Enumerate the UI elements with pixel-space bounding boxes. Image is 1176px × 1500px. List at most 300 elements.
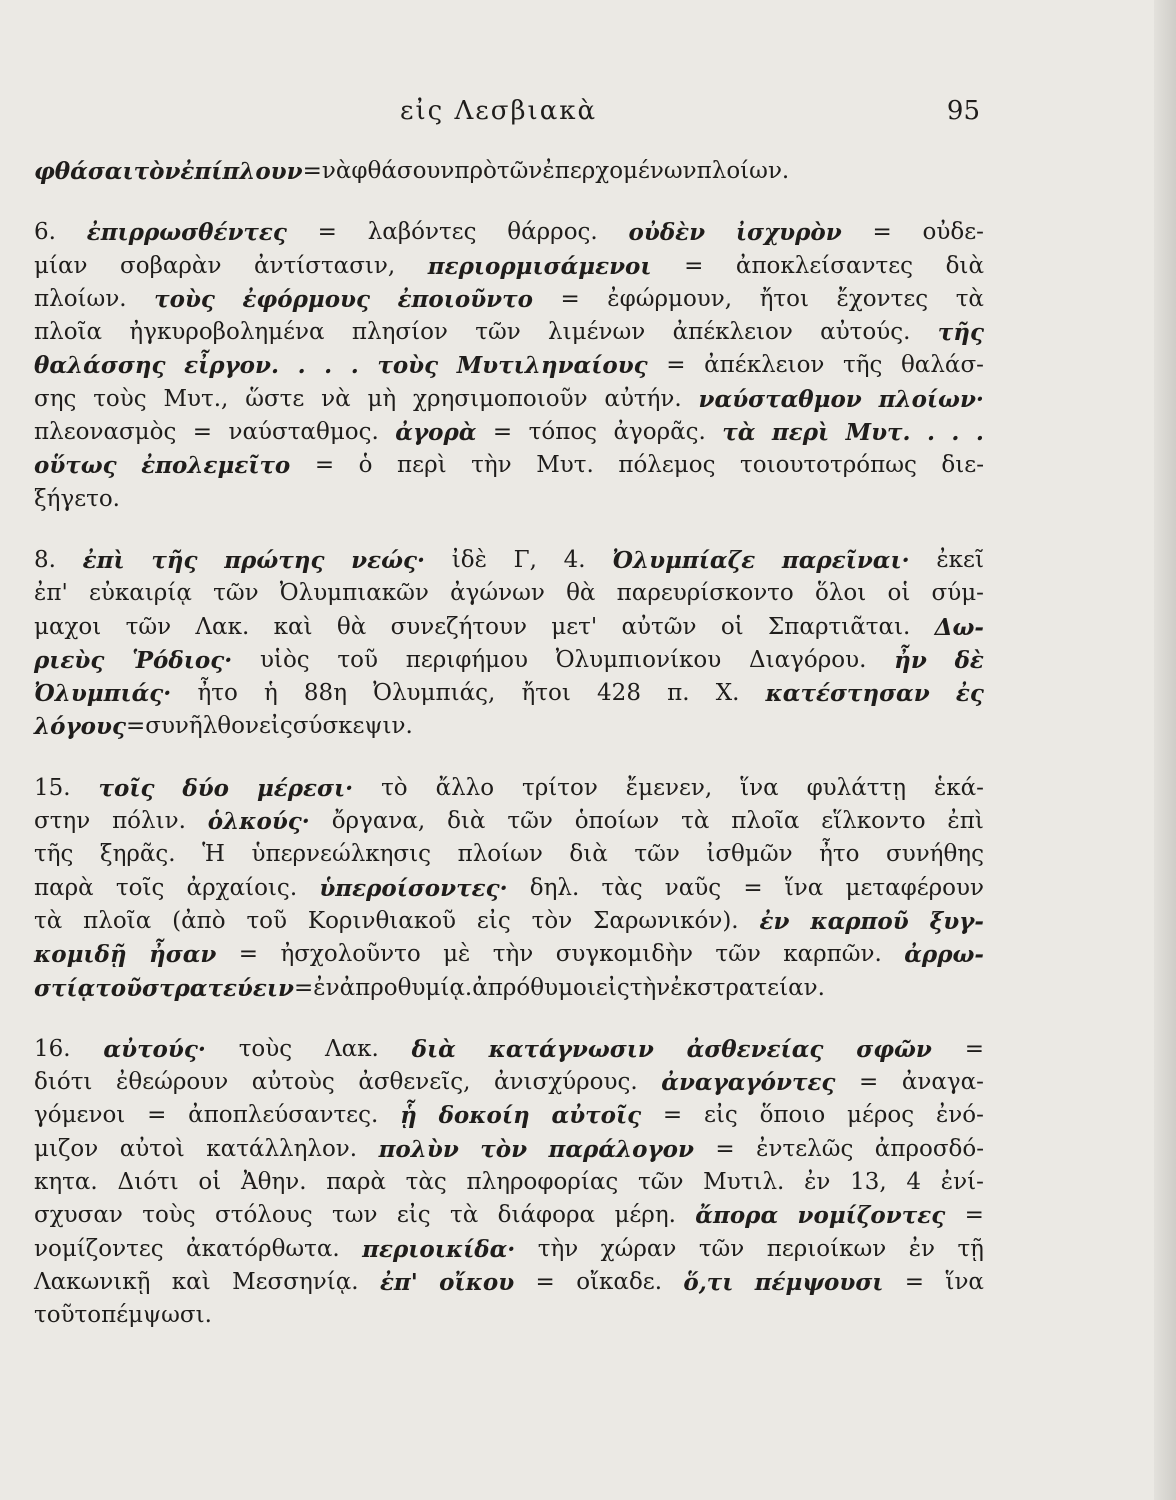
lemma-word: ριεὺς	[34, 646, 105, 674]
lemma-word: ξυγ-	[929, 907, 984, 935]
gloss-word: θὰ	[336, 613, 367, 640]
gloss-word: ἐνό-	[935, 1102, 984, 1129]
gloss-word: τὸν	[531, 907, 573, 934]
gloss-word: ἀντίστασιν,	[254, 252, 396, 279]
gloss-word: ξηρᾶς.	[99, 841, 176, 868]
gloss-word: νὰ	[321, 158, 352, 184]
text-line	[34, 1099, 984, 1132]
gloss-word: Μυτιλ.	[703, 1169, 785, 1196]
gloss-word: =	[715, 1135, 735, 1162]
lemma-word: περὶ	[771, 419, 830, 447]
gloss-word: διάφορα	[497, 1202, 596, 1229]
gloss-word: πλεονασμὸς	[34, 419, 177, 446]
gloss-word: Διότι	[117, 1169, 179, 1196]
gloss-word: Σαρωνικόν).	[593, 907, 739, 934]
gloss-word: (ἀπὸ	[172, 907, 226, 934]
lemma-word: Μυτ.	[845, 419, 911, 447]
gloss-word: εἰς	[258, 713, 293, 740]
gloss-word: παρὰ	[326, 1169, 386, 1196]
gloss-word: συγκομιδὴν	[555, 941, 693, 968]
lemma-word: τοῦ	[95, 974, 143, 1002]
lemma-word: τῆς	[937, 319, 984, 347]
gloss-word: λαβόντες	[367, 219, 477, 246]
gloss-word: τοῦ	[337, 646, 378, 673]
gloss-word: μέρη.	[614, 1202, 676, 1229]
lemma-word: .	[926, 419, 935, 447]
lemma-word: τοῖς	[98, 774, 155, 802]
gloss-word: πόλιν.	[112, 808, 186, 835]
text-line	[34, 1233, 984, 1266]
gloss-word: διε-	[941, 452, 984, 479]
gloss-word: μαχοι	[34, 613, 102, 640]
lemma-word: μέρεσι·	[256, 774, 354, 802]
lemma-word: τὰ	[722, 419, 756, 447]
gloss-word: ἠγκυροβολημένα	[129, 319, 325, 346]
lemma-word: ᾗ	[400, 1102, 417, 1130]
paragraph-gap	[34, 188, 984, 216]
lemma-word: φθάσαι	[34, 158, 134, 185]
lemma-word: ἐπολεμεῖτο	[141, 452, 291, 480]
gloss-word: ἀποπλεύσαντες.	[188, 1102, 379, 1129]
gloss-word: ἐκστρατείαν.	[670, 974, 825, 1001]
text-line	[34, 383, 984, 416]
gloss-word: περιφήμου	[405, 646, 528, 673]
gloss-word: Σπαρτιᾶται.	[768, 613, 911, 640]
gloss-word: πλησίον	[351, 319, 448, 346]
gloss-word: μὴ	[367, 385, 397, 412]
gloss-word: ναύσταθμος.	[228, 419, 379, 446]
gloss-word: ἔχοντες	[836, 285, 929, 312]
gloss-word: ἀποκλείσαντες	[735, 252, 914, 279]
text-line	[34, 349, 984, 382]
lemma-word: αὐτούς·	[103, 1035, 206, 1063]
text-line	[34, 1266, 984, 1299]
gloss-word: =	[743, 874, 763, 901]
gloss-word: αὐτοὺς	[251, 1069, 335, 1096]
gloss-word: =	[302, 158, 322, 184]
gloss-word: υἱὸς	[259, 646, 310, 673]
gloss-word: αὐτήν.	[604, 385, 682, 412]
gloss-word: σης	[34, 385, 77, 412]
gloss-word: παρευρίσκοντο	[616, 580, 794, 607]
gloss-word: τῶν	[496, 158, 543, 184]
gloss-word: τὰ	[34, 907, 63, 934]
gloss-word: 4.	[563, 546, 586, 573]
gloss-word: =	[872, 219, 892, 246]
lemma-word: τοὺς	[154, 285, 215, 313]
gloss-word: ἐντελῶς	[756, 1135, 854, 1162]
lemma-word: ἐπὶ	[82, 546, 125, 574]
lemma-word: .	[297, 352, 306, 380]
text-line	[34, 905, 984, 938]
gloss-word: ἀπέκλειον	[672, 319, 793, 346]
gloss-word: συνῆλθον	[145, 713, 259, 740]
gloss-word: διότι	[34, 1069, 93, 1096]
gloss-word: τὰ	[681, 808, 710, 835]
lemma-word: νομίζοντες	[797, 1202, 946, 1230]
lemma-word: πέμψουσι	[754, 1268, 884, 1296]
gloss-word: τοῦτο	[34, 1302, 102, 1329]
lemma-word: ἦσαν	[149, 941, 217, 969]
gloss-word: ἤτοι	[759, 285, 809, 312]
gloss-word: θαλάσ-	[900, 352, 984, 379]
gloss-word: λιμένων	[548, 319, 646, 346]
gloss-word: μεταφέρουν	[845, 874, 984, 901]
gloss-word: τῶν	[475, 319, 521, 346]
gloss-word: ἐπ'	[34, 580, 68, 607]
lemma-word: ἐφόρμους	[242, 285, 371, 313]
gloss-word: ὅποιο	[759, 1102, 826, 1129]
lemma-word: παράλογον	[548, 1135, 694, 1163]
gloss-word: ἰδὲ	[451, 546, 487, 573]
gloss-word: οἱ	[720, 613, 744, 640]
gloss-word: τοῖς	[115, 874, 165, 901]
gloss-word: διὰ	[569, 841, 608, 868]
lemma-word: ἀναγαγόντες	[661, 1069, 836, 1097]
gloss-word: =	[125, 713, 146, 740]
lemma-word: ἐποιοῦντο	[397, 285, 533, 313]
text-line	[34, 611, 984, 644]
gloss-word: δηλ.	[529, 874, 580, 901]
gloss-word: περιοίκων	[766, 1235, 887, 1262]
lemma-word: ἄπορα	[695, 1202, 779, 1230]
lemma-word: πολὺν	[378, 1135, 459, 1163]
paragraph-gap	[34, 744, 984, 772]
gloss-word: ἵνα	[945, 1268, 984, 1295]
gloss-word: =	[238, 941, 259, 968]
text-line	[34, 483, 984, 516]
gloss-word: αὐτῶν	[621, 613, 697, 640]
gloss-word: μετ'	[551, 613, 598, 640]
text-line	[34, 710, 984, 743]
gloss-word: πλοίων.	[696, 158, 790, 184]
gloss-word: μέρος	[847, 1102, 915, 1129]
gloss-word: ἀκατόρθωτα.	[186, 1235, 340, 1262]
gloss-word: ἰσθμῶν	[706, 841, 793, 868]
gloss-word: πλοῖα	[731, 808, 800, 835]
gloss-word: =	[666, 352, 686, 379]
lemma-word: ναύσταθμον	[698, 385, 862, 413]
gloss-word: φθάσουν	[351, 158, 455, 184]
gloss-word: ἄλλο	[435, 774, 495, 801]
gloss-word: ξήγετο.	[34, 485, 120, 512]
gloss-word: εἰς	[476, 907, 511, 934]
paragraph	[34, 1033, 984, 1333]
text-line	[34, 772, 984, 805]
gloss-word: τὸ	[381, 774, 408, 801]
lemma-word: δὲ	[954, 646, 984, 674]
gloss-word: ὥστε	[245, 385, 305, 412]
gloss-word: τῶν	[125, 613, 172, 640]
gloss-word: τῶν	[698, 1235, 745, 1262]
gloss-word: τὴν	[471, 452, 512, 479]
lemma-word: ἐπιρρωσθέντες	[86, 219, 287, 247]
lemma-word: Ῥόδιος·	[132, 646, 233, 674]
text-line	[34, 283, 984, 316]
lemma-word: σφῶν	[856, 1035, 932, 1063]
gloss-word: ἠσχολοῦντο	[280, 941, 421, 968]
gloss-word: γόμενοι	[34, 1102, 126, 1129]
gloss-word: στην	[34, 808, 91, 835]
paragraph	[34, 155, 984, 188]
text-line	[34, 1066, 984, 1099]
gloss-word: στόλους	[215, 1202, 313, 1229]
gloss-word: ἐπὶ	[947, 808, 984, 835]
gloss-word: 15.	[34, 774, 71, 801]
lemma-word: στρατεύειν	[142, 974, 294, 1002]
text-line	[34, 449, 984, 482]
lemma-word: ἐπ'	[379, 1268, 418, 1296]
lemma-word: διὰ	[411, 1035, 456, 1063]
gloss-word: διὰ	[945, 252, 984, 279]
gloss-word: Χ.	[715, 680, 740, 707]
gloss-word: παρὰ	[34, 874, 94, 901]
text-line	[34, 644, 984, 677]
gloss-word: ὄργανα,	[331, 808, 426, 835]
gloss-word: οἱ	[887, 580, 911, 607]
text-line	[34, 938, 984, 971]
gloss-word: τὴν	[537, 1235, 579, 1262]
text-line	[34, 972, 984, 1005]
gloss-word: εἰς	[396, 1202, 431, 1229]
gloss-word: ἑκά-	[933, 774, 984, 801]
text-line	[34, 250, 984, 283]
gloss-word: Λακ.	[195, 613, 250, 640]
gloss-word: =	[904, 1268, 925, 1295]
gloss-word: ἀνισχύρους.	[493, 1069, 638, 1096]
gloss-word: =	[293, 974, 314, 1001]
gloss-word: ἀρχαίοις.	[186, 874, 298, 901]
gloss-word: ἐν	[313, 974, 340, 1001]
gloss-word: νομίζοντες	[34, 1235, 164, 1262]
gloss-word: =	[317, 219, 337, 246]
lemma-word: δοκοίη	[438, 1102, 530, 1130]
gloss-word: ἵνα	[784, 874, 824, 901]
paragraph-gap	[34, 1005, 984, 1033]
gloss-word: 88η	[303, 680, 347, 707]
lemma-word: κατάγνωσιν	[488, 1035, 654, 1063]
gloss-word: Μεσσηνίᾳ.	[232, 1268, 359, 1295]
gloss-word: τοὺς	[93, 385, 147, 412]
text-line	[34, 872, 984, 905]
lemma-word: ἀρρω-	[904, 941, 984, 969]
gloss-word: σύμ-	[931, 580, 984, 607]
gloss-word: ἀγώνων	[450, 580, 545, 607]
gloss-word: τῆς	[34, 841, 74, 868]
gloss-word: 16.	[34, 1035, 71, 1062]
gloss-word: τὰ	[955, 285, 984, 312]
lemma-word: ἐπίπλουν	[180, 158, 303, 185]
gloss-word: ἵνα	[740, 774, 779, 801]
running-head: εἰς Λεσβιακὰ	[400, 96, 598, 126]
lemma-word: Ὀλυμπιάς·	[34, 680, 172, 708]
gloss-word: Μυτ.,	[163, 385, 229, 412]
gloss-word: θάρρος.	[507, 219, 598, 246]
gloss-word: Κορινθιακοῦ	[307, 907, 457, 934]
paragraph	[34, 216, 984, 516]
text-line	[34, 805, 984, 838]
gloss-word: ἔμενεν,	[625, 774, 713, 801]
gloss-word: 8.	[34, 546, 56, 573]
gloss-word: τὰ	[450, 1202, 479, 1229]
gloss-word: =	[859, 1069, 879, 1096]
gloss-word: καρπῶν.	[783, 941, 882, 968]
lemma-word: ἐς	[955, 680, 984, 708]
gloss-word: τῆς	[842, 352, 883, 379]
gloss-word: =	[535, 1268, 555, 1295]
gloss-word: ἀναγα-	[901, 1069, 984, 1096]
gloss-word: Ὀλυμπιακῶν	[279, 580, 429, 607]
gloss-word: αὐτοὶ	[119, 1135, 185, 1162]
gloss-word: ἀπροθυμίᾳ.	[339, 974, 473, 1001]
text-line	[34, 544, 984, 577]
gloss-word: Διαγόρου.	[748, 646, 867, 673]
lemma-word: .	[324, 352, 333, 380]
lemma-word: δύο	[182, 774, 230, 802]
gloss-word: ἀγορᾶς.	[613, 419, 706, 446]
lemma-word: στίᾳ	[34, 974, 96, 1002]
gloss-word: ἐν	[804, 1169, 831, 1196]
lemma-word: πρώτης	[224, 546, 325, 574]
gloss-word: =	[314, 452, 335, 479]
lemma-word: ἰσχυρὸν	[735, 219, 842, 247]
gloss-word: ὁποίων	[574, 808, 660, 835]
lemma-word: θαλάσσης	[34, 352, 166, 380]
gloss-word: τὰς	[405, 1169, 447, 1196]
lemma-word: τοὺς	[377, 352, 439, 380]
page-edge-shadow	[1154, 0, 1176, 1500]
gloss-word: ναῦς	[664, 874, 722, 901]
text-line	[34, 677, 984, 710]
lemma-word: Ὀλυμπίαζε	[612, 546, 756, 574]
gloss-word: τοιουτοτρόπως	[740, 452, 917, 479]
text-line	[34, 1033, 984, 1066]
gloss-word: διὰ	[447, 808, 486, 835]
lemma-word: καρποῦ	[810, 907, 909, 935]
gloss-word: τοὺς	[142, 1202, 196, 1229]
gloss-word: πλοῖα	[83, 907, 152, 934]
gloss-word: =	[492, 419, 513, 446]
gloss-word: τὴν	[629, 974, 671, 1001]
paragraph	[34, 772, 984, 1005]
gloss-word: πέμψωσι.	[101, 1302, 212, 1329]
gloss-word: τῇ	[957, 1235, 984, 1262]
gloss-word: τοὺς	[238, 1035, 293, 1062]
gloss-word: πρὸ	[454, 158, 497, 184]
lemma-word: τὸν	[133, 158, 181, 185]
gloss-word: σύσκεψιν.	[292, 713, 413, 740]
gloss-word: Λακωνικῇ	[34, 1268, 151, 1295]
gloss-word: ἐνί-	[940, 1169, 984, 1196]
gloss-word: τῶν	[634, 841, 680, 868]
lemma-word: .	[975, 419, 984, 447]
gloss-word: σχυσαν	[34, 1202, 123, 1229]
gloss-word: τῶν	[213, 580, 259, 607]
gloss-word: Λακ.	[324, 1035, 379, 1062]
gloss-word: μίαν	[34, 252, 88, 279]
gloss-word: αὐτούς.	[820, 319, 911, 346]
gloss-word: Ἀθην.	[240, 1169, 307, 1196]
gloss-word: 4	[906, 1169, 922, 1196]
gloss-word: συνήθης	[886, 841, 984, 868]
lemma-word: .	[951, 419, 960, 447]
lemma-word: εἶργον.	[184, 352, 279, 380]
gloss-word: π.	[667, 680, 690, 707]
gloss-word: πλοίων.	[34, 285, 127, 312]
gloss-word: ὑπερνεώλκησις	[251, 841, 432, 868]
lemma-word: ἀσθενείας	[686, 1035, 824, 1063]
gloss-word: χώραν	[600, 1235, 677, 1262]
lemma-word: Δω-	[934, 613, 984, 641]
lemma-word: ἦν	[894, 646, 927, 674]
gloss-word: ἀπροσδό-	[874, 1135, 984, 1162]
paragraph	[34, 544, 984, 744]
gloss-word: πληροφορίας	[466, 1169, 619, 1196]
gloss-word: ἀπρόθυμοι	[472, 974, 596, 1001]
gloss-word: τρίτον	[522, 774, 598, 801]
lemma-word: .	[350, 352, 359, 380]
gloss-word: περὶ	[397, 452, 447, 479]
gloss-word: Ὀλυμπιάς,	[373, 680, 496, 707]
gloss-word: τὴν	[492, 941, 534, 968]
text-line	[34, 838, 984, 871]
gloss-word: ἐπερχομένων	[542, 158, 697, 184]
paragraph-gap	[34, 516, 984, 544]
lemma-word: ὅ,τι	[683, 1268, 734, 1296]
lemma-word: πλοίων·	[878, 385, 984, 413]
gloss-word: =	[684, 252, 704, 279]
gloss-word: νὰ	[321, 385, 351, 412]
gloss-word: καὶ	[273, 613, 313, 640]
gloss-word: εὐκαιρίᾳ	[88, 580, 192, 607]
gloss-word: ἡ	[263, 680, 278, 707]
gloss-word: μιζον	[34, 1135, 99, 1162]
gloss-word: Ὀλυμπιονίκου	[555, 646, 722, 673]
gloss-word: ὅλοι	[814, 580, 867, 607]
lemma-word: αὐτοῖς	[551, 1102, 642, 1130]
gloss-word: =	[147, 1102, 167, 1129]
gloss-word: τόπος	[528, 419, 598, 446]
page-number: 95	[946, 96, 980, 126]
gloss-word: τοῦ	[246, 907, 288, 934]
gloss-word: ἐκεῖ	[936, 546, 984, 573]
lemma-word: περιορμισάμενοι	[427, 252, 652, 280]
gloss-word: 6.	[34, 219, 56, 246]
lemma-word: ὑπεροίσοντες·	[319, 874, 508, 902]
lemma-word: οὐδὲν	[628, 219, 706, 247]
text-line	[34, 1199, 984, 1232]
gloss-word: πλοῖα	[34, 319, 103, 346]
gloss-word: ἐθεώρουν	[116, 1069, 229, 1096]
gloss-word: Ἡ	[202, 841, 225, 868]
gloss-word: 13,	[850, 1169, 887, 1196]
gloss-word: οἱ	[198, 1169, 222, 1196]
text-line	[34, 155, 984, 188]
text-line	[34, 216, 984, 249]
gloss-word: ἦτο	[197, 680, 238, 707]
lemma-word: οἴκου	[439, 1268, 515, 1296]
gloss-word: συνεζήτουν	[390, 613, 527, 640]
gloss-word: εἰς	[595, 974, 630, 1001]
gloss-word: τῶν	[637, 1169, 684, 1196]
lemma-word: νεώς·	[351, 546, 426, 574]
gloss-word: εἵλκοντο	[821, 808, 926, 835]
lemma-word: κατέστησαν	[765, 680, 930, 708]
lemma-word: ἐν	[759, 907, 790, 935]
text-line	[34, 1166, 984, 1199]
gloss-word: τὰς	[601, 874, 643, 901]
gloss-word: θὰ	[566, 580, 596, 607]
